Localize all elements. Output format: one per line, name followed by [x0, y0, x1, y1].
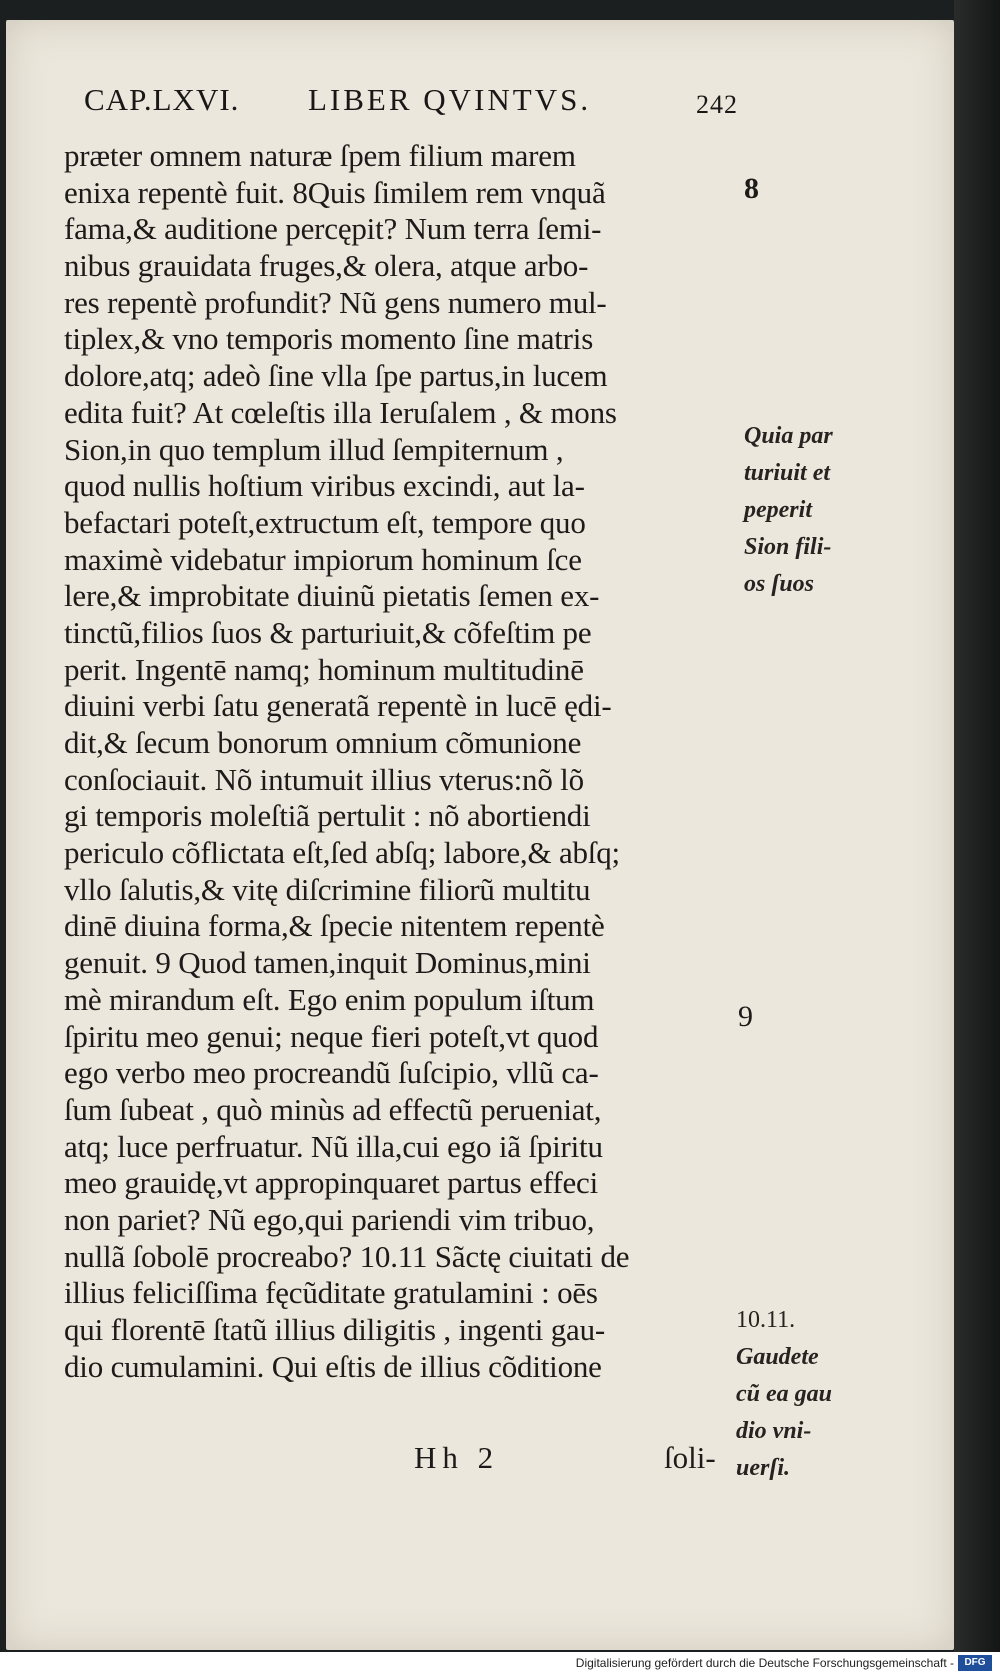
funding-credit: Digitalisierung gefördert durch die Deutsche Forschungsgemeinschaft -	[575, 1656, 954, 1670]
margin-note	[744, 418, 833, 603]
text-line: atq; luce perfruatur. Nũ illa,cui ego iã ſpiritu	[64, 1128, 603, 1164]
margin-note-number: 10.11.	[736, 1307, 796, 1333]
book-edge	[954, 0, 1000, 1652]
margin-note-line: turiuit et	[744, 460, 831, 486]
running-head-chapter: CAP.LXVI.	[84, 82, 240, 117]
text-line: Sion,in quo templum illud ſempiternum ,	[64, 431, 564, 467]
text-line: nibus grauidata fruges,& olera, atque arbo-	[64, 248, 589, 284]
margin-note-line: uerſi.	[736, 1455, 790, 1481]
text-line: vllo ſalutis,& vitę diſcrimine filiorũ multitu	[64, 871, 591, 907]
text-line: non pariet? Nũ ego,qui pariendi vim tribuo,	[64, 1201, 595, 1237]
margin-verse-number: 9	[738, 1000, 753, 1033]
text-line: fama,& auditione percępit? Num terra ſemi-	[64, 211, 602, 247]
text-line: quod nullis hoſtium viribus excindi, aut la-	[64, 468, 585, 504]
text-line: ſum ſubeat , quò minùs ad effectũ perueniat,	[64, 1091, 602, 1127]
margin-note-line: Quia par	[744, 423, 833, 449]
text-line: dolore,atq; adeò ſine vlla ſpe partus,in lucem	[64, 358, 608, 394]
text-line: res repentè profundit? Nũ gens numero mul-	[64, 284, 607, 320]
text-line: tinctũ,filios ſuos & parturiuit,& cõfeſtim pe	[64, 614, 592, 650]
margin-note-line: peperit	[744, 497, 812, 523]
text-line: ſpiritu meo genui; neque fieri poteſt,vt quod	[64, 1018, 599, 1054]
text-line: befactari poteſt,extructum eſt, tempore quo	[64, 504, 586, 540]
margin-note	[736, 1302, 832, 1487]
text-line: dinē diuina forma,& ſpecie nitentem repentè	[64, 908, 605, 944]
margin-note-line: os ſuos	[744, 571, 815, 597]
margin-note-line: Sion fili-	[744, 534, 832, 560]
text-line: mè mirandum eſt. Ego enim populum iſtum	[64, 981, 595, 1017]
text-line: edita fuit? At cœleſtis illa Ieruſalem , & mons	[64, 394, 617, 430]
text-line: nullã ſobolē procreabo? 10.11 Sãctę ciuitati de	[64, 1238, 630, 1274]
text-line: dit,& ſecum bonorum omnium cõmunione	[64, 725, 582, 760]
text-line: maximè videbatur impiorum hominum ſce	[64, 541, 582, 577]
dfg-logo: DFG	[958, 1655, 992, 1671]
page-number: 242	[696, 90, 738, 119]
text-line: enixa repentè fuit. 8Quis ſimilem rem vnquã	[64, 174, 606, 210]
text-line: diuini verbi ſatu generatã repentè in lucē ędi-	[64, 688, 612, 724]
text-line: lere,& improbitate diuinũ pietatis ſemen ex-	[64, 578, 600, 614]
text-line: illius feliciſſima fęcũditate gratulamini : oēs	[64, 1275, 598, 1311]
text-line: qui florentē ſtatũ illius diligitis , ingenti gau-	[64, 1312, 606, 1347]
text-line: meo grauidę,vt appropinquaret partus effeci	[64, 1165, 598, 1201]
text-line: conſociauit. Nõ intumuit illius vterus:nõ lõ	[64, 761, 584, 797]
margin-note-line: cũ ea gau	[736, 1381, 832, 1407]
text-line: tiplex,& vno temporis momento ſine matris	[64, 321, 594, 357]
margin-note-line: Gaudete	[736, 1344, 819, 1370]
text-line: periculo cõflictata eſt,ſed abſq; labore,& abſq;	[64, 835, 620, 871]
text-line: præter omnem naturæ ſpem filium marem	[64, 138, 576, 173]
text-line: perit. Ingentē namq; hominum multitudinē	[64, 651, 584, 687]
signature-mark: Hh 2	[414, 1440, 500, 1475]
text-line: genuit. 9 Quod tamen,inquit Dominus,mini	[64, 945, 591, 981]
text-line: gi temporis moleſtiã pertulit : nõ abortiendi	[64, 798, 591, 834]
catchword: ſoli-	[664, 1440, 716, 1475]
text-line: ego verbo meo procreandũ ſuſcipio, vllũ ca-	[64, 1055, 599, 1091]
margin-verse-number: 8	[744, 172, 759, 205]
margin-note-line: dio vni-	[736, 1418, 812, 1444]
text-line: dio cumulamini. Qui eſtis de illius cõditione	[64, 1348, 602, 1384]
main-text-block	[64, 138, 764, 1385]
running-head-title: LIBER QVINTVS.	[308, 82, 592, 117]
